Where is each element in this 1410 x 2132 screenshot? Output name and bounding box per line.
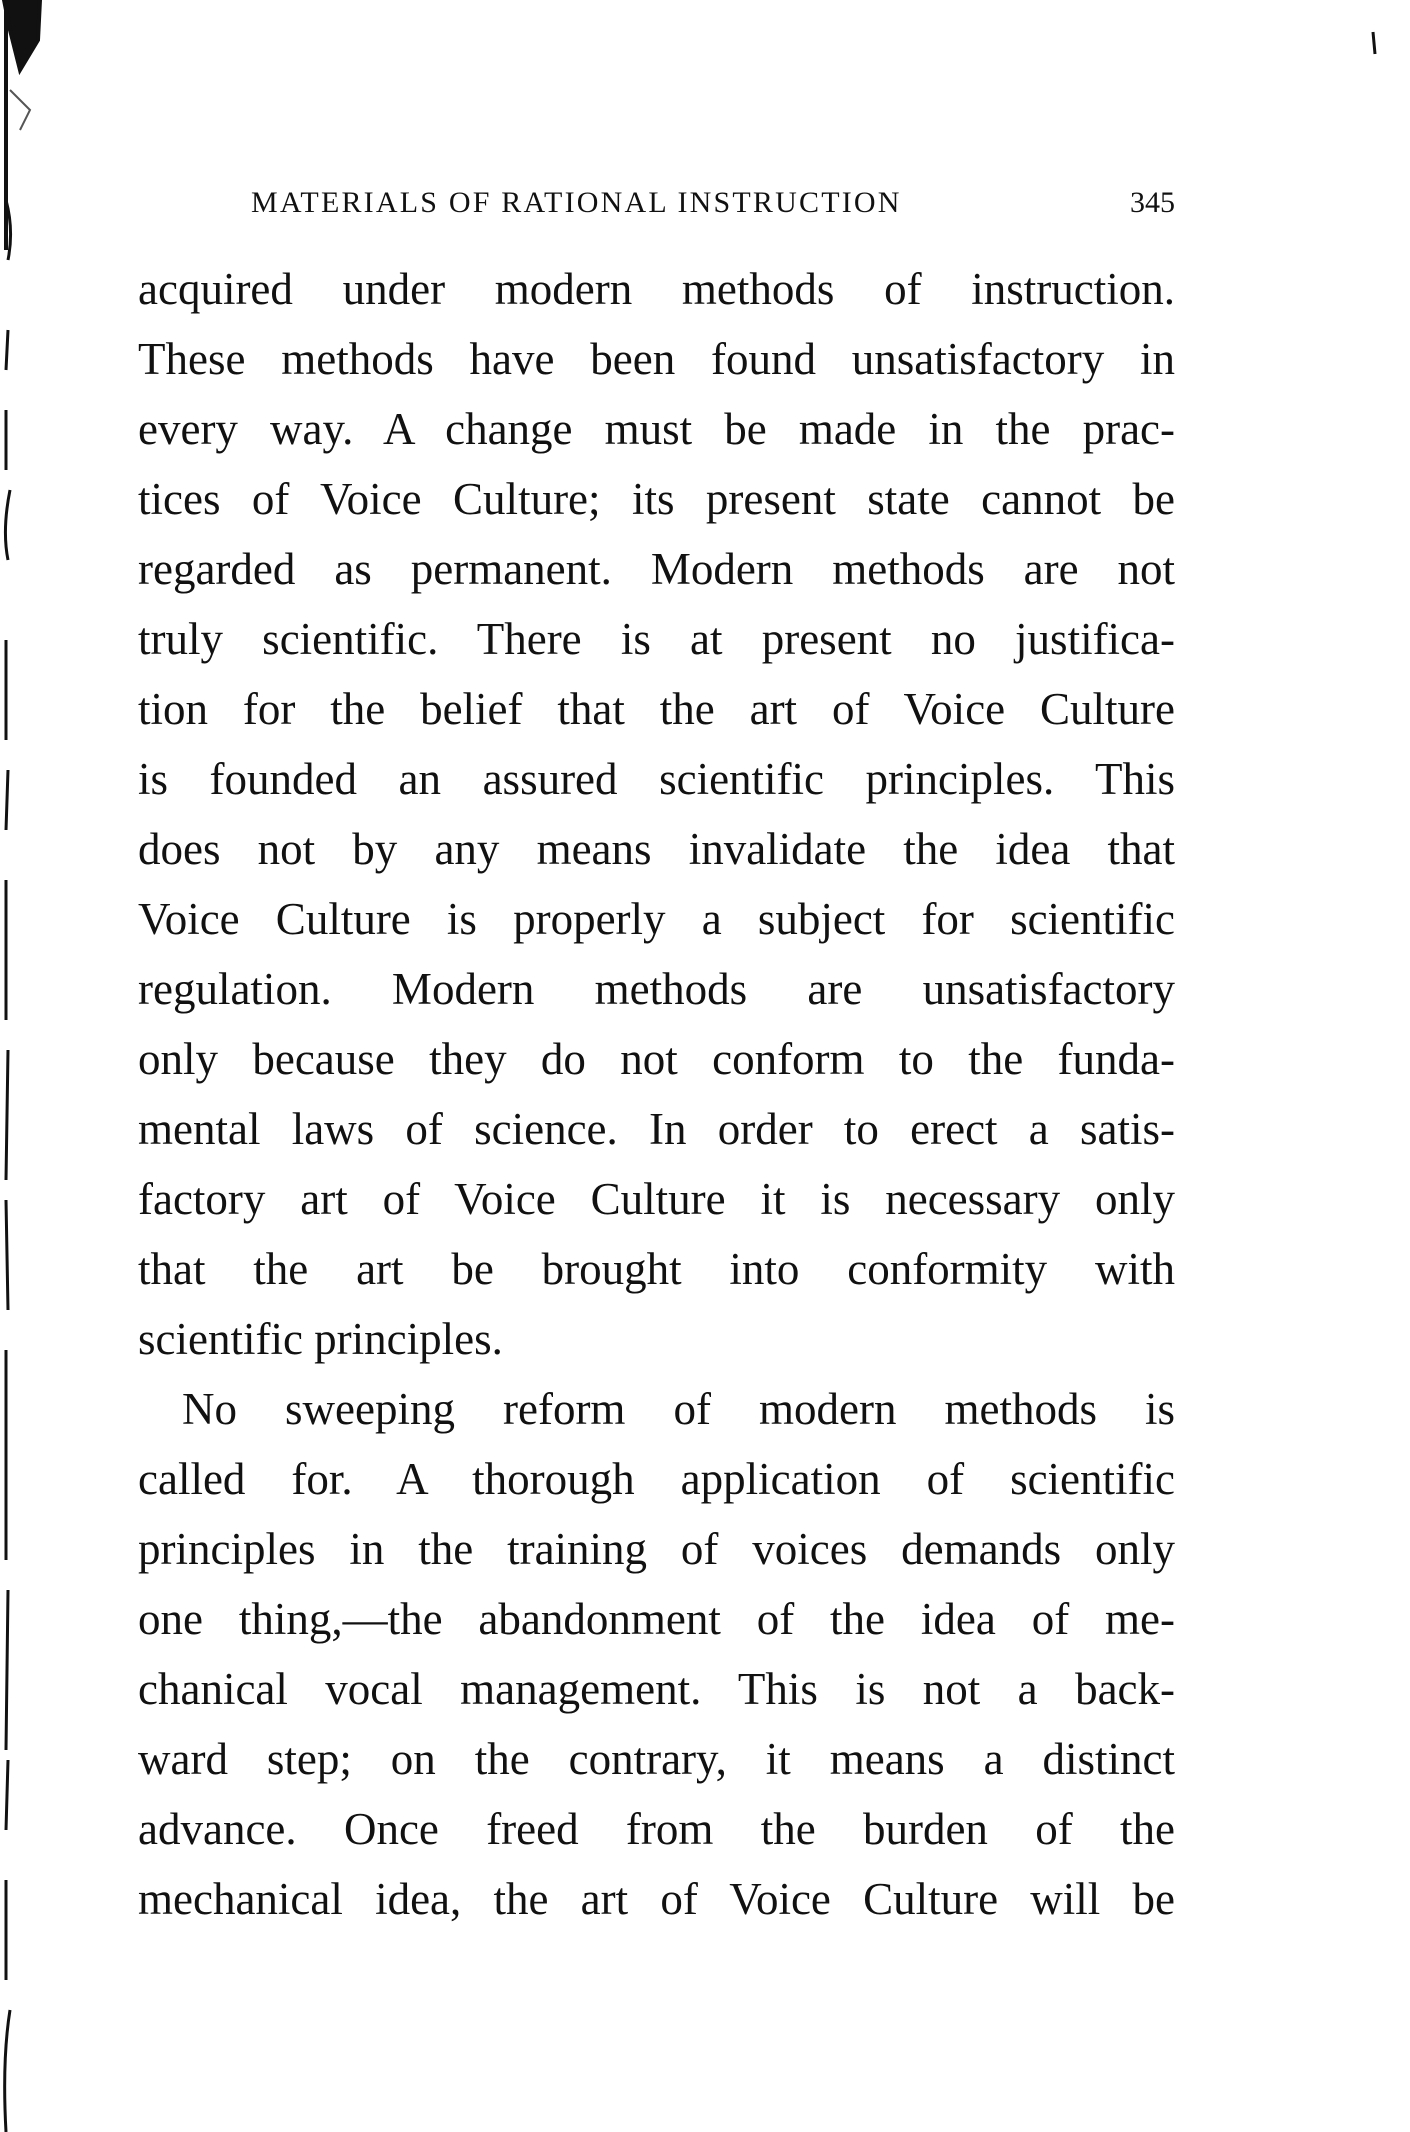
text-line: tion for the belief that the art of Voice Culture [138,684,1175,734]
page-number: 345 [1130,186,1175,219]
text-line: These methods have been found unsatisfactory in [138,334,1175,384]
running-header [251,186,1175,226]
text-line: No sweeping reform of modern methods is [182,1384,1175,1434]
text-line: truly scientific. There is at present no justifica- [138,614,1175,664]
text-line: tices of Voice Culture; its present state cannot be [138,474,1175,524]
text-line: principles in the training of voices demands only [138,1524,1175,1574]
text-line: mental laws of science. In order to erect a satis- [138,1104,1175,1154]
text-line: one thing,—the abandonment of the idea of me- [138,1594,1175,1644]
text-line: is founded an assured scientific principles. This [138,754,1175,804]
text-line: acquired under modern methods of instruction. [138,264,1175,314]
text-line: called for. A thorough application of scientific [138,1454,1175,1504]
text-line: ward step; on the contrary, it means a distinct [138,1734,1175,1784]
text-line: does not by any means invalidate the idea that [138,824,1175,874]
running-title: MATERIALS OF RATIONAL INSTRUCTION [251,186,902,219]
page-edge-scan-marks [0,0,60,2132]
text-line: Voice Culture is properly a subject for scientific [138,894,1175,944]
text-line: only because they do not conform to the funda- [138,1034,1175,1084]
scan-mark [1370,30,1380,60]
text-line: chanical vocal management. This is not a back- [138,1664,1175,1714]
body-text [138,262,1175,1942]
text-line: every way. A change must be made in the prac- [138,404,1175,454]
text-line: that the art be brought into conformity with [138,1244,1175,1294]
text-line: scientific principles. [138,1314,503,1364]
text-line: factory art of Voice Culture it is necessary only [138,1174,1175,1224]
text-line: mechanical idea, the art of Voice Culture will be [138,1874,1175,1924]
text-line: advance. Once freed from the burden of the [138,1804,1175,1854]
text-line: regulation. Modern methods are unsatisfactory [138,964,1175,1014]
text-line: regarded as permanent. Modern methods are not [138,544,1175,594]
